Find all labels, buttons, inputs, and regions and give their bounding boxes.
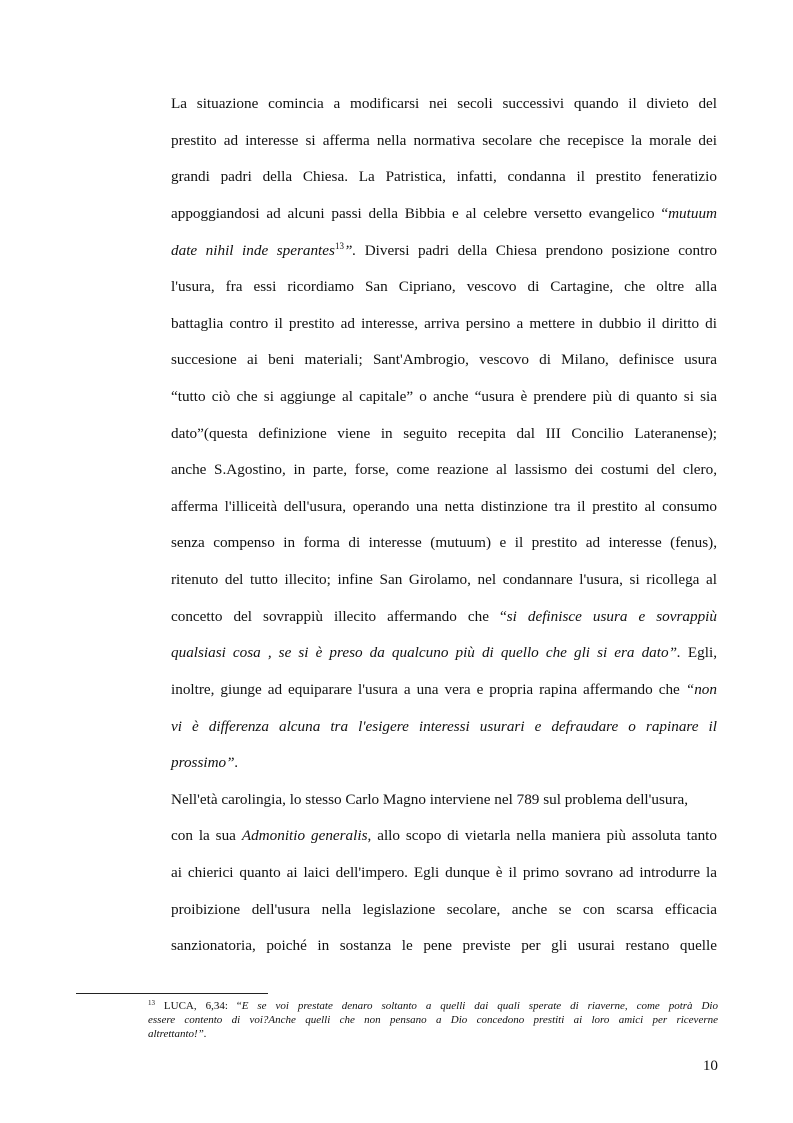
footnote-number: 13 — [148, 999, 155, 1007]
text-line: battaglia contro il prestito ad interesse, arriva persino a mettere in dubbio il diritto di — [171, 314, 717, 332]
text-line: senza compenso in forma di interesse (mutuum) e il prestito ad interesse (fenus), — [171, 534, 717, 552]
text-line: sanzionatoria, poiché in sostanza le pene previste per gli usurai restano quelle — [171, 937, 717, 955]
footnote-line-1 — [148, 1000, 718, 1014]
text-line: date nihil inde sperantes$^{13}$”. Diversi padri della Chiesa prendono posizione contro — [171, 240, 717, 259]
text-line: afferma l'illiceità dell'usura, operando una netta distinzione tra il prestito al consumo — [171, 497, 717, 515]
footnote-separator — [76, 993, 268, 994]
text-line: grandi padri della Chiesa. La Patristica, infatti, condanna il prestito feneratizio — [171, 168, 717, 186]
footnote-ref-number: 13 — [334, 240, 344, 251]
text-line: dato”(questa definizione viene in seguito recepita dal III Concilio Lateranense); — [171, 424, 717, 442]
text-line: anche S.Agostino, in parte, forse, come reazione al lassismo dei costumi del clero, — [171, 461, 717, 479]
text-line: prossimo”. — [171, 754, 239, 772]
text-line: vi è differenza alcuna tra l'esigere interessi usurari e defraudare o rapinare il — [171, 717, 717, 735]
text-line: succesione ai beni materiali; Sant'Ambrogio, vescovo di Milano, definisce usura — [171, 351, 717, 369]
text-line: “tutto ciò che si aggiunge al capitale” o anche “usura è prendere più di quanto si sia — [171, 388, 717, 405]
text-line: qualsiasi cosa , se si è preso da qualcuno più di quello che gli si era dato”. Egli, — [171, 644, 717, 662]
text-line: prestito ad interesse si afferma nella normativa secolare che recepisce la morale dei — [171, 131, 717, 149]
text-line: con la sua Admonitio generalis, allo scopo di vietarla nella maniera più assoluta tanto — [171, 827, 717, 845]
text-line: l'usura, fra essi ricordiamo San Cipriano, vescovo di Cartagine, che oltre alla — [171, 278, 717, 296]
text-line: concetto del sovrappiù illecito affermando che “si definisce usura e sovrappiù — [171, 607, 717, 625]
text-line: La situazione comincia a modificarsi nei secoli successivi quando il divieto del — [171, 95, 717, 112]
footnote-quote-1: E se voi prestate denaro soltanto a quelli dai quali sperate di riaverne, come potrà Dio — [241, 1000, 718, 1012]
text-line: appoggiandosi ad alcuni passi della Bibbia e al celebre versetto evangelico “mutuum — [171, 204, 717, 222]
footnote-line-2: essere contento di voi?Anche quelli che non pensano a Dio concedono prestiti ai loro amici per riceverne — [148, 1014, 718, 1026]
text-line: inoltre, giunge ad equiparare l'usura a una vera e propria rapina affermando che “non — [171, 680, 717, 698]
text-line: ritenuto del tutto illecito; infine San Girolamo, nel condannare l'usura, si ricollega al — [171, 571, 717, 589]
text-line: proibizione dell'usura nella legislazione secolare, anche se con scarsa efficacia — [171, 900, 717, 918]
page-number: 10 — [702, 1057, 718, 1074]
text-line: Nell'età carolingia, lo stesso Carlo Magno interviene nel 789 sul problema dell'usura, — [171, 790, 689, 808]
footnote-line-3: altrettanto!”. — [148, 1028, 207, 1040]
text-line: ai chierici quanto ai laici dell'impero. Egli dunque è il primo sovrano ad introdurre la — [171, 864, 717, 881]
footnote-ref: LUCA, 6,34: “ — [155, 1000, 242, 1012]
